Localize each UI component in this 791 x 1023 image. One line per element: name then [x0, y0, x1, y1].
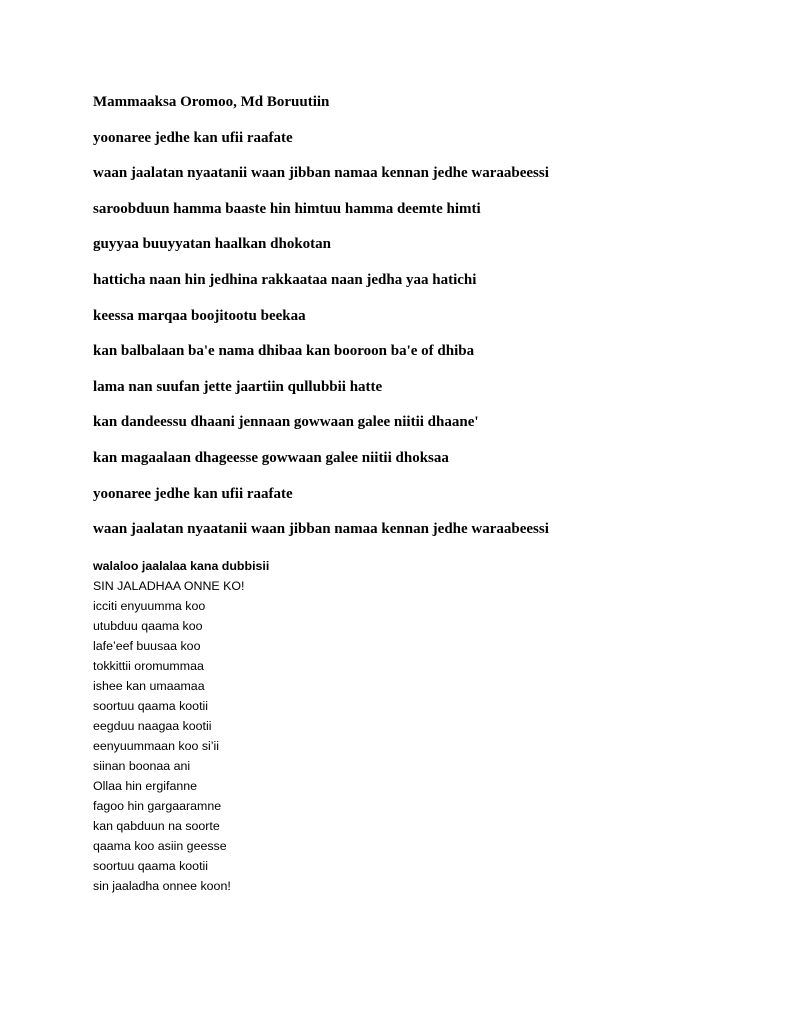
- proverb-line: lama nan suufan jette jaartiin qullubbii hatte: [93, 378, 383, 395]
- proverb-line: kan dandeessu dhaani jennaan gowwaan galee niitii dhaane': [93, 414, 479, 431]
- poem-line: eenyuummaan koo si’ii: [93, 739, 220, 753]
- proverb-line: saroobduun hamma baaste hin himtuu hamma deemte himti: [93, 200, 481, 217]
- poem-line: siinan boonaa ani: [93, 759, 191, 773]
- poem-section: [93, 556, 493, 896]
- poem-line: utubduu qaama koo: [93, 619, 203, 633]
- proverb-line: yoonaree jedhe kan ufii raafate: [93, 129, 293, 146]
- poem-line: sin jaaladha onnee koon!: [93, 879, 231, 893]
- proverbs-section: [93, 92, 753, 555]
- poem-line: kan qabduun na soorte: [93, 819, 220, 833]
- poem-heading: walaloo jaalalaa kana dubbisii: [93, 559, 270, 573]
- poem-line: qaama koo asiin geesse: [93, 839, 227, 853]
- proverb-line: yoonaree jedhe kan ufii raafate: [93, 485, 293, 502]
- poem-line: ishee kan umaamaa: [93, 679, 205, 693]
- proverb-line: kan balbalaan ba'e nama dhibaa kan booroon ba'e of dhiba: [93, 343, 475, 360]
- proverb-line: waan jaalatan nyaatanii waan jibban namaa kennan jedhe waraabeessi: [93, 165, 549, 182]
- poem-line: eegduu naagaa kootii: [93, 719, 212, 733]
- poem-line: icciti enyuumma koo: [93, 599, 206, 613]
- poem-line: soortuu qaama kootii: [93, 699, 209, 713]
- document-title: Mammaaksa Oromoo, Md Boruutiin: [93, 94, 330, 110]
- poem-line: Ollaa hin ergifanne: [93, 779, 198, 793]
- proverb-line: kan magaalaan dhageesse gowwaan galee niitii dhoksaa: [93, 449, 449, 466]
- poem-line: SIN JALADHAA ONNE KO!: [93, 579, 245, 593]
- proverb-line: keessa marqaa boojitootu beekaa: [93, 307, 306, 324]
- poem-line: soortuu qaama kootii: [93, 859, 209, 873]
- poem-line: lafe’eef buusaa koo: [93, 639, 201, 653]
- poem-line: tokkittii oromummaa: [93, 659, 204, 673]
- proverb-line: hatticha naan hin jedhina rakkaataa naan jedha yaa hatichi: [93, 271, 477, 288]
- proverb-line: waan jaalatan nyaatanii waan jibban namaa kennan jedhe waraabeessi: [93, 521, 549, 538]
- poem-line: fagoo hin gargaaramne: [93, 799, 222, 813]
- proverb-line: guyyaa buuyyatan haalkan dhokotan: [93, 236, 332, 253]
